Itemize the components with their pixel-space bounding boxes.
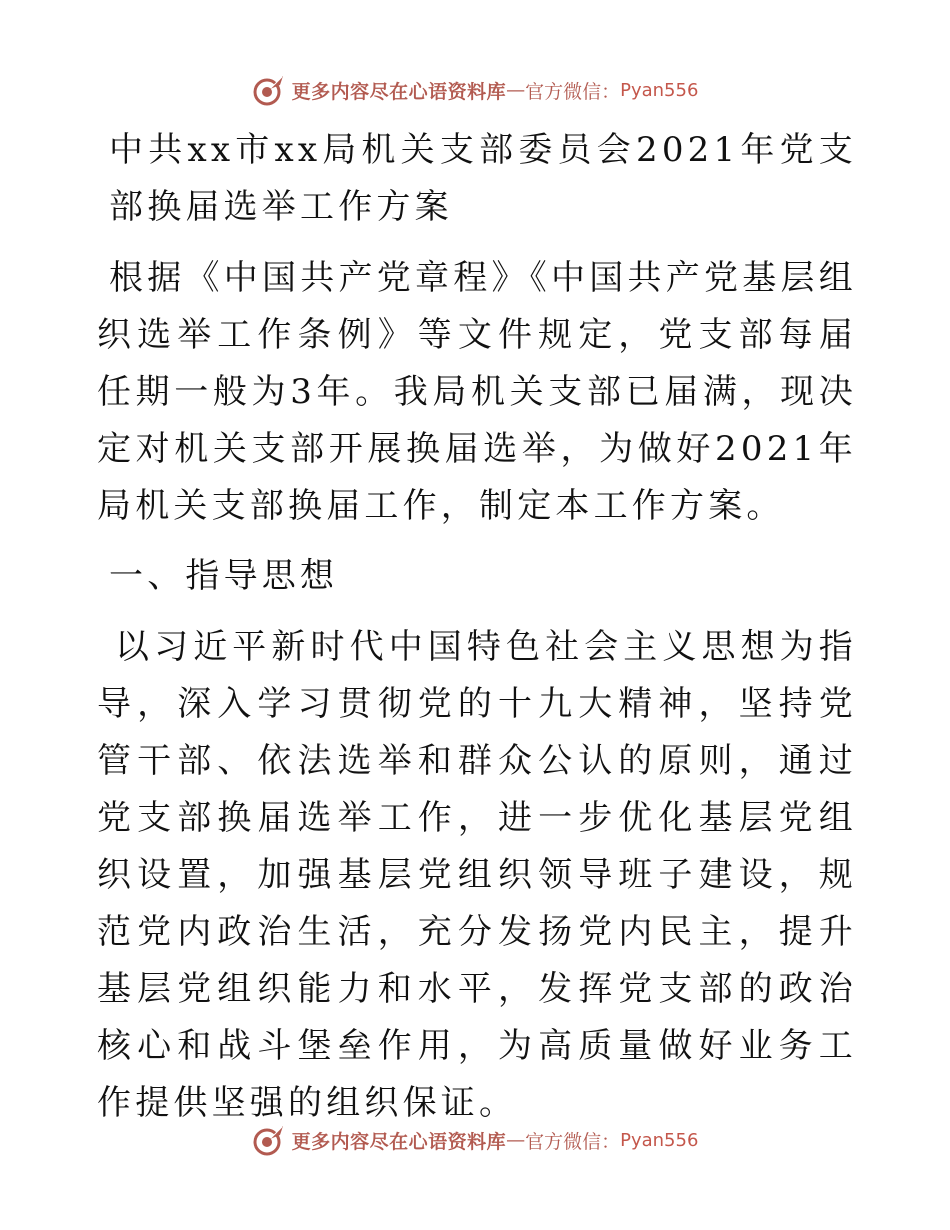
watermark-text: 更多内容尽在心语资料库 — [291, 80, 507, 103]
intro-paragraph: 根据《中国共产党章程》《中国共产党基层组织选举工作条例》等文件规定，党支部每届任期一般为3年。我局机关支部已届满，现决定对机关支部开展换届选举，为做好2021年局机关支部换届工作，制定本工作方案。 — [97, 258, 857, 526]
watermark-wechat-id: Pyan556 — [620, 1129, 699, 1151]
watermark-header — [0, 70, 950, 110]
quill-logo-icon — [252, 1123, 286, 1157]
watermark-dash: — — [506, 1129, 526, 1151]
watermark-footer — [0, 1120, 950, 1160]
document-title: 中共xx市xx局机关支部委员会2021年党支部换届选举工作方案 — [109, 130, 857, 227]
watermark-text: 更多内容尽在心语资料库 — [291, 1130, 507, 1153]
quill-logo-icon — [252, 73, 286, 107]
watermark-wechat-label: 官方微信： — [525, 80, 621, 103]
document-body — [97, 122, 857, 1132]
watermark-wechat-id: Pyan556 — [620, 79, 699, 101]
section-heading: 一、指导思想 — [109, 556, 339, 596]
section-paragraph: 以习近平新时代中国特色社会主义思想为指导，深入学习贯彻党的十九大精神，坚持党管干部、依法选举和群众公认的原则，通过党支部换届选举工作，进一步优化基层党组织设置，加强基层党组织领导班子建设，规范党内政治生活，充分发扬党内民主，提升基层党组织能力和水平，发挥党支部的政治核心和战斗堡垒作用，为高质量做好业务工作提供坚强的组织保证。 — [97, 627, 857, 1123]
watermark-dash: — — [506, 79, 526, 101]
watermark-wechat-label: 官方微信： — [525, 1130, 621, 1153]
